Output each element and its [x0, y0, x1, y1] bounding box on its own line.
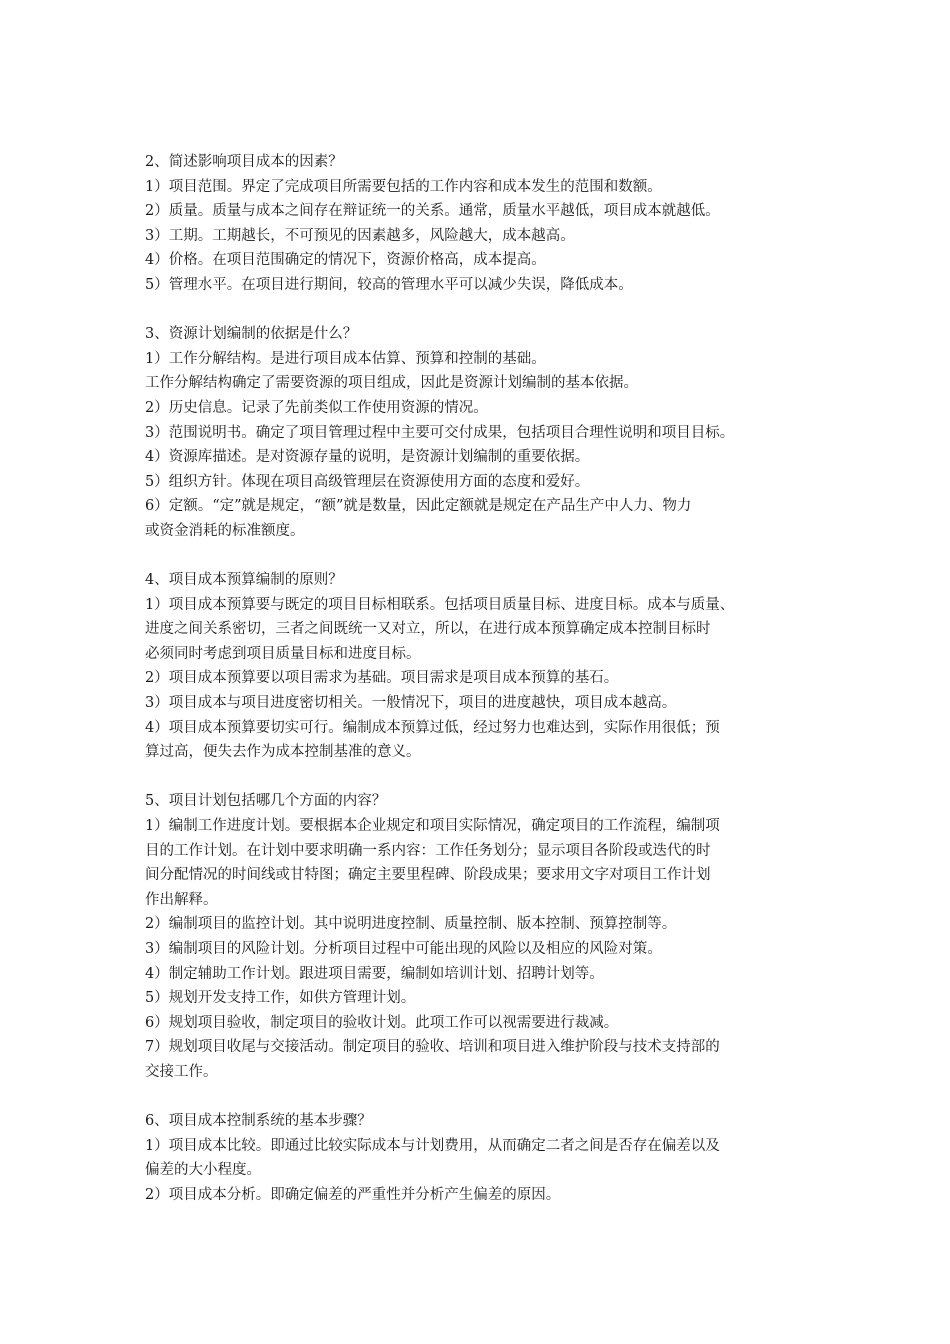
- answer-line: 算过高，便失去作为成本控制基准的意义。: [145, 744, 421, 761]
- answer-line: 2）项目成本预算要以项目需求为基础。项目需求是项目成本预算的基石。: [145, 670, 619, 687]
- answer-line: 进度之间关系密切，三者之间既统一又对立，所以，在进行成本预算确定成本控制目标时: [145, 621, 711, 638]
- answer-line: 3）范围说明书。确定了项目管理过程中主要可交付成果，包括项目合理性说明和项目目标。: [145, 424, 735, 441]
- answer-line: 4）制定辅助工作计划。跟进项目需要，编制如培训计划、招聘计划等。: [145, 965, 604, 982]
- answer-line: 或资金消耗的标准额度。: [145, 522, 305, 539]
- answer-line: 1）编制工作进度计划。要根据本企业规定和项目实际情况，确定项目的工作流程，编制项: [145, 818, 720, 835]
- qa-section: [145, 322, 825, 543]
- answer-line: 1）工作分解结构。是进行项目成本估算、预算和控制的基础。: [145, 350, 546, 367]
- answer-line: 5）规划开发支持工作，如供方管理计划。: [145, 990, 416, 1007]
- answer-line: 1）项目成本预算要与既定的项目目标相联系。包括项目质量目标、进度目标。成本与质量、: [145, 596, 735, 613]
- answer-line: 1）项目范围。界定了完成项目所需要包括的工作内容和成本发生的范围和数额。: [145, 178, 662, 195]
- question-heading: 2、简述影响项目成本的因素？: [145, 154, 343, 170]
- qa-section: [145, 568, 825, 765]
- answer-line: 3）项目成本与项目进度密切相关。一般情况下，项目的进度越快，项目成本越高。: [145, 695, 677, 712]
- qa-section: [145, 1109, 825, 1207]
- answer-line: 交接工作。: [145, 1063, 218, 1080]
- answer-line: 1）项目成本比较。即通过比较实际成本与计划费用，从而确定二者之间是否存在偏差以及: [145, 1137, 720, 1154]
- answer-line: 作出解释。: [145, 891, 218, 908]
- answer-line: 3）编制项目的风险计划。分析项目过程中可能出现的风险以及相应的风险对策。: [145, 941, 662, 957]
- answer-line: 4）价格。在项目范围确定的情况下，资源价格高，成本提高。: [145, 252, 546, 269]
- answer-line: 2）质量。质量与成本之间存在辩证统一的关系。通常，质量水平越低，项目成本就越低。: [145, 203, 720, 220]
- answer-line: 4）项目成本预算要切实可行。编制成本预算过低，经过努力也难达到，实际作用很低；预: [145, 719, 720, 736]
- question-heading: 3、资源计划编制的依据是什么？: [145, 326, 358, 343]
- answer-line: 必须同时考虑到项目质量目标和进度目标。: [145, 645, 421, 662]
- question-heading: 4、项目成本预算编制的原则？: [145, 572, 343, 589]
- answer-line: 偏差的大小程度。: [145, 1162, 261, 1179]
- answer-line: 6）规划项目验收，制定项目的验收计划。此项工作可以视需要进行裁减。: [145, 1014, 619, 1031]
- answer-line: 2）历史信息。记录了先前类似工作使用资源的情况。: [145, 399, 488, 416]
- answer-line: 5）管理水平。在项目进行期间，较高的管理水平可以减少失误，降低成本。: [145, 276, 633, 293]
- answer-line: 目的工作计划。在计划中要求明确一系内容：工作任务划分；显示项目各阶段或迭代的时: [145, 842, 711, 859]
- answer-line: 6）定额。“定”就是规定，“额”就是数量，因此定额就是规定在产品生产中人力、物力: [145, 498, 692, 515]
- answer-line: 间分配情况的时间线或甘特图；确定主要里程碑、阶段成果；要求用文字对项目工作计划: [145, 867, 711, 884]
- answer-line: 2）项目成本分析。即确定偏差的严重性并分析产生偏差的原因。: [145, 1186, 561, 1203]
- qa-section: [145, 789, 825, 1084]
- question-heading: 6、项目成本控制系统的基本步骤？: [145, 1113, 372, 1130]
- answer-line: 3）工期。工期越长，不可预见的因素越多，风险越大，成本越高。: [145, 227, 575, 244]
- answer-line: 7）规划项目收尾与交接活动。制定项目的验收、培训和项目进入维护阶段与技术支持部的: [145, 1039, 720, 1056]
- answer-line: 工作分解结构确定了需要资源的项目组成，因此是资源计划编制的基本依据。: [145, 375, 638, 392]
- qa-section: [145, 150, 825, 298]
- answer-line: 2）编制项目的监控计划。其中说明进度控制、质量控制、版本控制、预算控制等。: [145, 916, 677, 933]
- answer-line: 4）资源库描述。是对资源存量的说明，是资源计划编制的重要依据。: [145, 449, 590, 466]
- question-heading: 5、项目计划包括哪几个方面的内容？: [145, 793, 387, 810]
- document-body: [145, 150, 825, 1232]
- answer-line: 5）组织方针。体现在项目高级管理层在资源使用方面的态度和爱好。: [145, 473, 590, 490]
